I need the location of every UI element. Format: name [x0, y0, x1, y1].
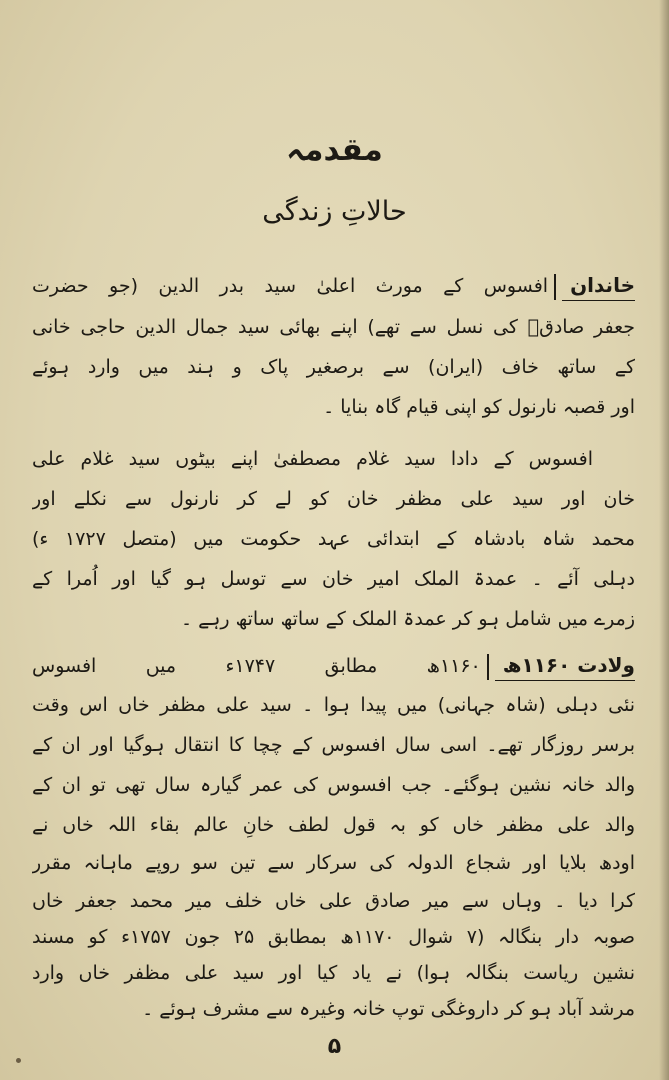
text-line: نشین ریاست بنگالہ ہوا) نے یاد کیا اور سید علی مظفر خاں وارد	[32, 962, 635, 984]
text-line: والد علی مظفر خاں کو بہ قول لطف خانِ عالم بقاء اللہ خاں نے	[32, 814, 635, 836]
line-text: ۱۱۶۰ھ مطابق ۱۷۴۷ء میں افسوس	[32, 655, 481, 677]
text-line: مرشد آباد ہو کر داروغگی توپ خانہ وغیرہ سے مشرف ہوئے ۔	[142, 998, 635, 1020]
heading-divider	[554, 274, 556, 300]
text-line: جعفر صادقؓ کی نسل سے تھے) اپنے بھائی سید جمال الدین حاجی خانی	[32, 316, 635, 338]
page-title: مقدمہ	[286, 132, 383, 168]
text-line: نئی دہلی (شاہ جہانی) میں پیدا ہوا ۔ سید علی مظفر خاں اس وقت	[32, 694, 635, 716]
page-number: ۵	[327, 1034, 342, 1059]
text-line: کے ساتھ خاف (ایران) سے برصغیر پاک و ہند میں وارد ہوئے	[32, 356, 635, 378]
text-line: زمرے میں شامل ہو کر عمدۃ الملک کے ساتھ ساتھ رہے ۔	[180, 608, 635, 630]
text-line	[32, 650, 635, 682]
paper-speck	[16, 1058, 21, 1063]
side-heading-birth: ولادت ۱۱۶۰ھ	[495, 650, 635, 681]
text-line	[32, 270, 635, 302]
text-line: دہلی آئے ۔ عمدۃ الملک امیر خان سے توسل ہو گیا اور اُمرا کے	[32, 568, 635, 590]
text-line: اور قصبہ نارنول کو اپنی قیام گاہ بنایا ۔	[323, 396, 635, 418]
text-line: کرا دیا ۔ وہاں سے میر صادق علی خاں خلف میر محمد جعفر خاں	[32, 890, 635, 912]
text-line: صوبہ دار بنگالہ (۷ شوال ۱۱۷۰ھ بمطابق ۲۵ جون ۱۷۵۷ء کو مسند	[32, 926, 635, 948]
text-line: برسر روزگار تھے۔ اسی سال افسوس کے چچا کا انتقال ہوگیا اور ان کے	[32, 734, 635, 756]
text-line: افسوس کے دادا سید غلام مصطفیٰ اپنے بیٹوں سید غلام علی	[32, 448, 593, 470]
text-line: والد خانہ نشین ہوگئے۔ جب افسوس کی عمر گیارہ سال تھی تو ان کے	[32, 774, 635, 796]
text-line: خان اور سید علی مظفر خان کو لے کر نارنول سے نکلے اور	[32, 488, 635, 510]
page-subtitle: حالاتِ زندگی	[262, 196, 407, 227]
heading-divider	[487, 654, 489, 680]
side-heading-family: خاندان	[562, 270, 635, 301]
text-line: اودھ بلایا اور شجاع الدولہ کی سرکار سے تین سو روپے ماہانہ مقرر	[32, 852, 635, 874]
text-line: محمد شاہ بادشاہ کے ابتدائی عہد حکومت میں (متصل ۱۷۲۷ ء)	[32, 528, 635, 550]
line-text: افسوس کے مورث اعلیٰ سید بدر الدین (جو حضرت	[32, 275, 549, 297]
